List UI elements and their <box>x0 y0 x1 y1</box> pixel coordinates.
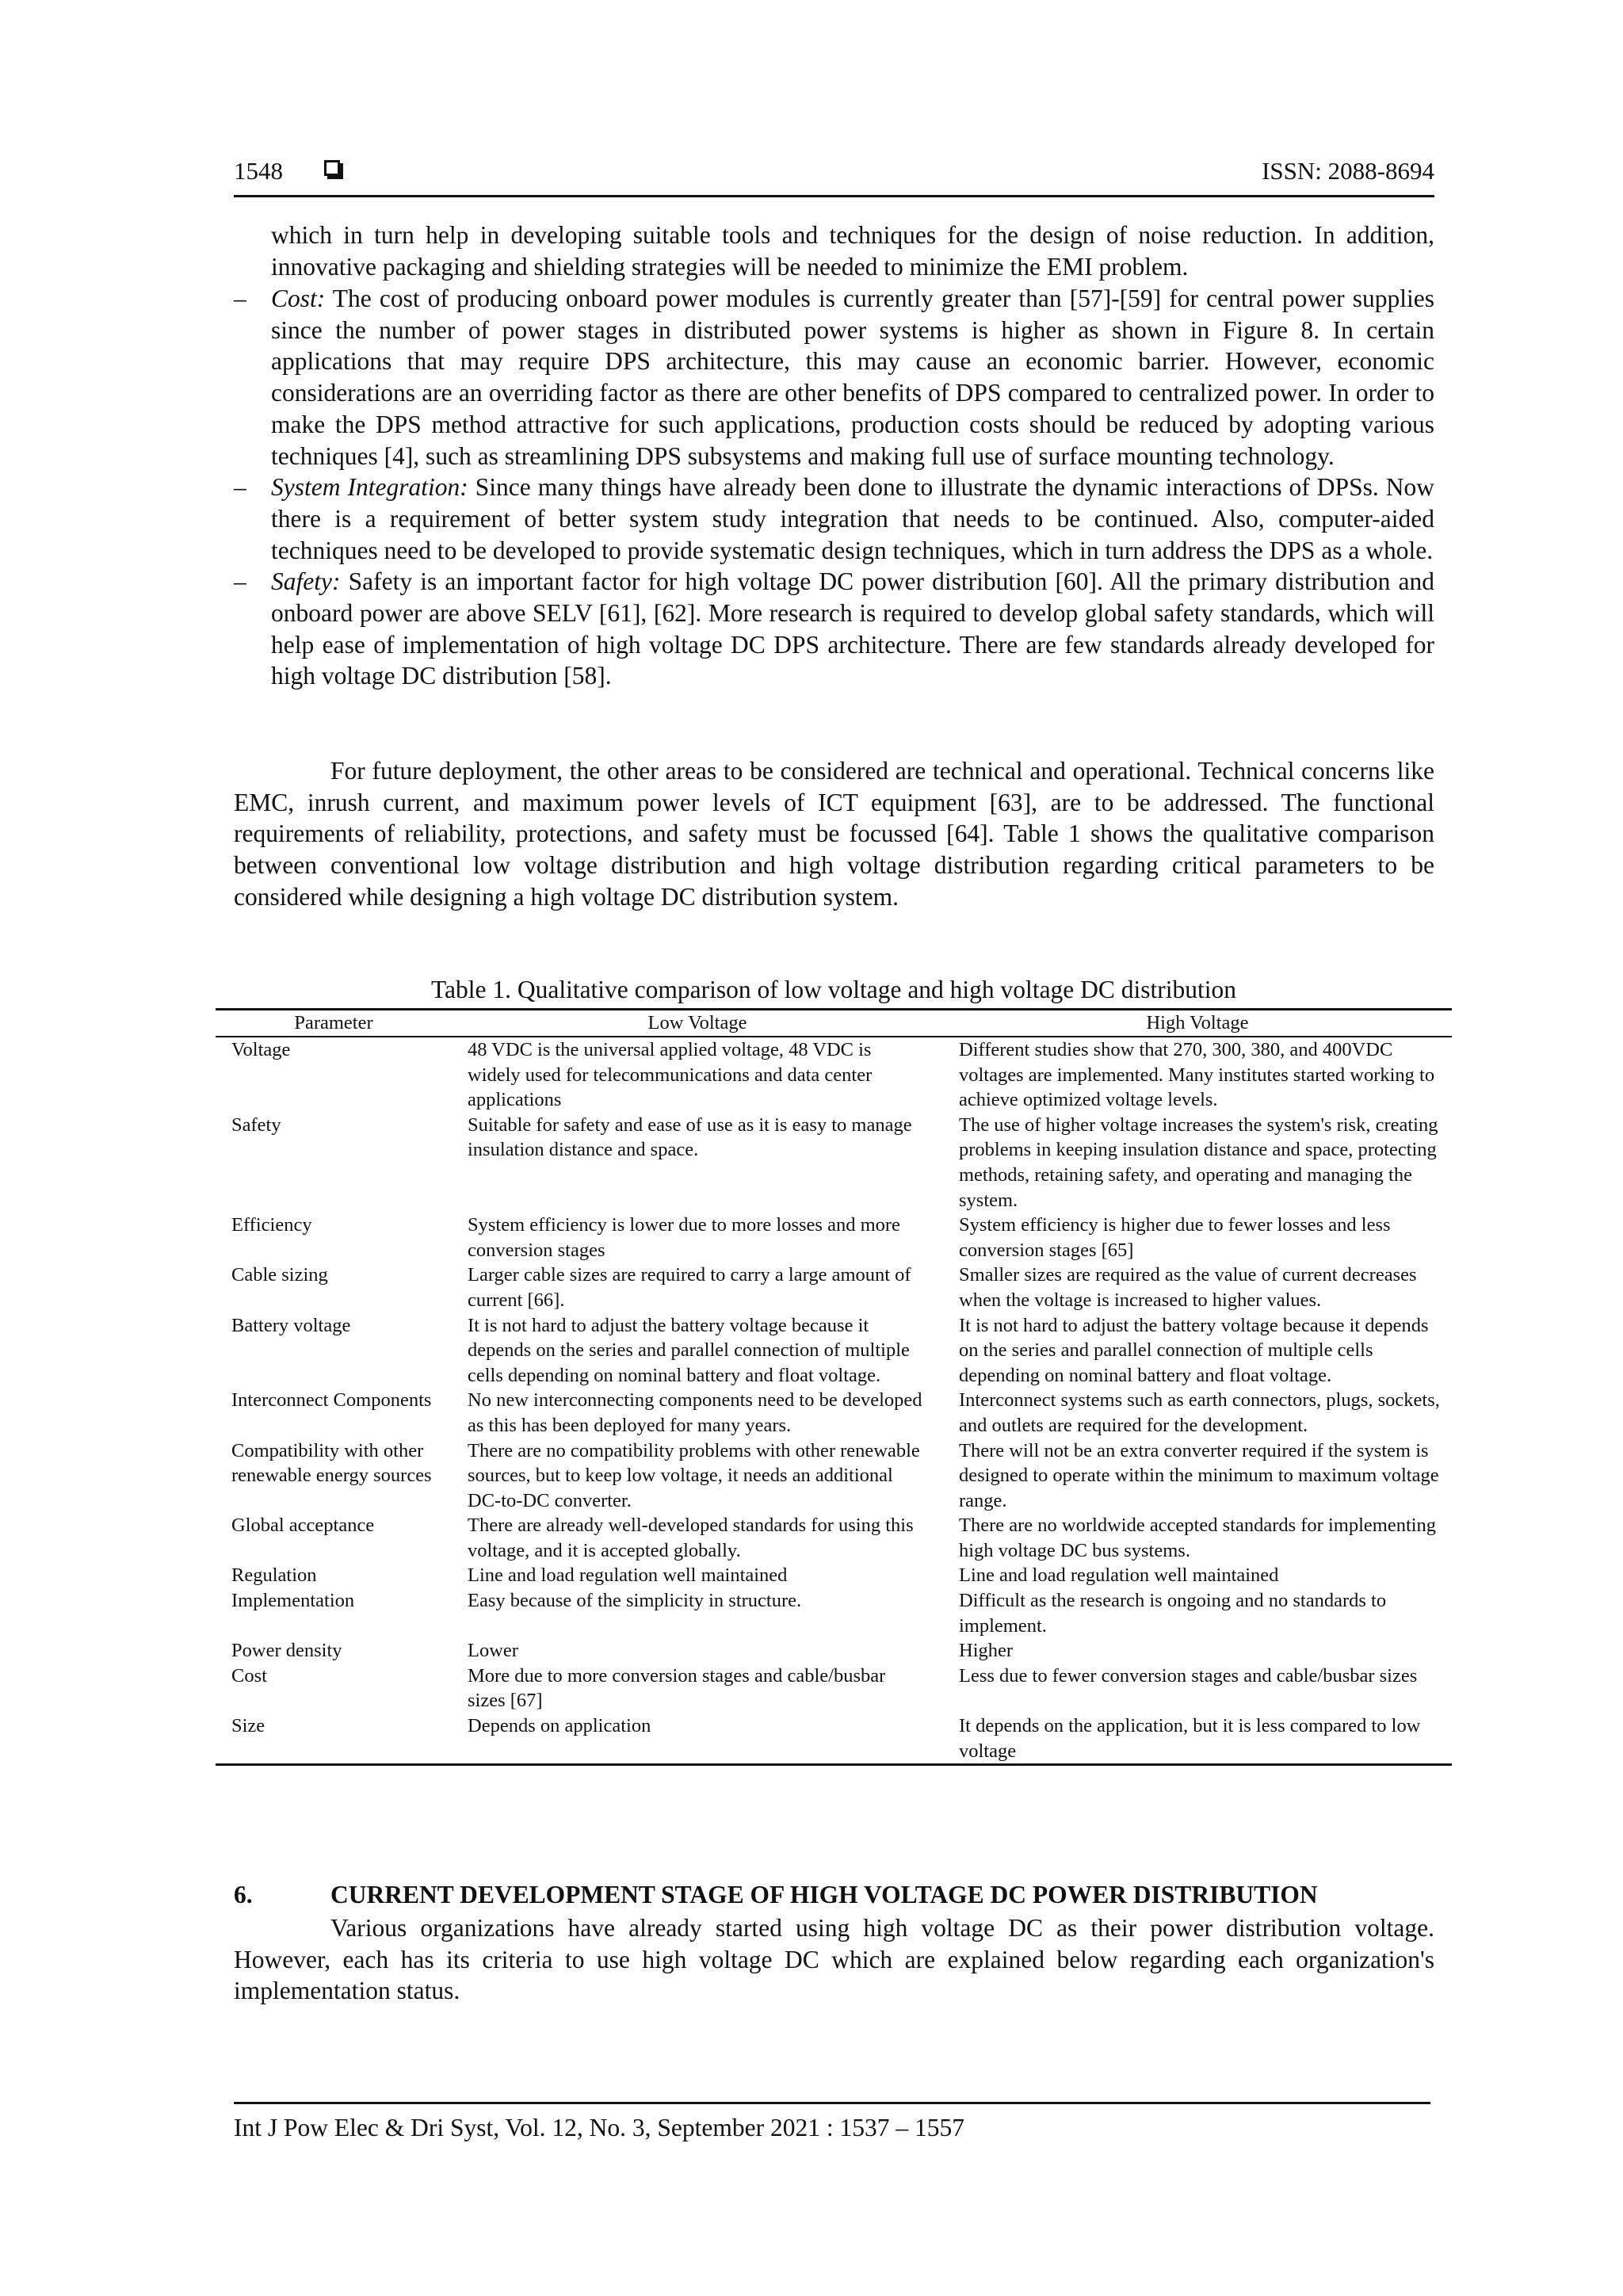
low-voltage-cell: Line and load regulation well maintained <box>468 1564 788 1587</box>
table-row <box>216 1563 1452 1588</box>
future-deployment-text: For future deployment, the other areas to be considered are technical and operational. Technical concerns like EMC, inrush current, and maximum power levels of ICT equipment [63], are to be addressed. The functional requirements of reliability, protections, and safety must be focussed [64]. Table 1 shows the qualitative comparison between conventional low voltage distribution and high voltage distribution regarding critical parameters to be considered while designing a high voltage DC distribution system. <box>234 757 1434 911</box>
low-voltage-cell: Larger cable sizes are required to carry a large amount of current [66]. <box>468 1264 911 1311</box>
bullet-item-cost <box>234 283 1434 472</box>
high-voltage-cell: The use of higher voltage increases the system's risk, creating problems in keeping insulation distance and space, protecting methods, retaining safety, and operating and managing the system. <box>959 1114 1438 1211</box>
parameter-cell: Power density <box>231 1640 342 1662</box>
square-bullet-icon <box>324 160 340 176</box>
bullet-text: Since many things have already been done to illustrate the dynamic interactions of DPSs. Now there is a requirement of better system study integration that needs to be continued. Also, computer-aided techniques need to be developed to provide systematic design techniques, which in turn address the DPS as a whole. <box>271 473 1435 564</box>
journal-citation: Int J Pow Elec & Dri Syst, Vol. 12, No. 3, September 2021 : 1537 – 1557 <box>234 2114 964 2141</box>
table-row <box>216 1713 1452 1765</box>
table-row <box>216 1438 1452 1514</box>
bullet-item-system-integration <box>234 472 1434 566</box>
column-header-high-voltage: High Voltage <box>943 1010 1452 1037</box>
column-header-low-voltage: Low Voltage <box>452 1010 943 1037</box>
low-voltage-cell: More due to more conversion stages and cable/busbar sizes [67] <box>468 1664 886 1712</box>
table-row <box>216 1113 1452 1213</box>
low-voltage-cell: No new interconnecting components need to be developed as this has been deployed for many years. <box>468 1389 922 1436</box>
high-voltage-cell: It depends on the application, but it is less compared to low voltage <box>943 1713 1452 1765</box>
low-voltage-cell: There are already well-developed standards for using this voltage, and it is accepted globally. <box>468 1515 914 1561</box>
low-voltage-cell: There are no compatibility problems with other renewable sources, but to keep low voltage, it needs an additional DC-to-DC converter. <box>468 1439 920 1511</box>
comparison-table <box>216 1008 1452 1766</box>
table-header-row <box>216 1010 1452 1037</box>
parameter-cell: Battery voltage <box>231 1314 351 1336</box>
high-voltage-cell: Higher <box>959 1640 1014 1662</box>
bullet-term: Cost: <box>271 285 326 312</box>
table-row <box>216 1513 1452 1563</box>
parameter-cell: Cost <box>231 1664 267 1687</box>
table-row <box>216 1638 1452 1664</box>
bullet-item-safety <box>234 566 1434 692</box>
low-voltage-cell: System efficiency is lower due to more losses and more conversion stages <box>468 1214 900 1261</box>
table-row <box>216 1213 1452 1263</box>
continuation-text: which in turn help in developing suitable tools and techniques for the design of noise reduction. In addition, innovative packaging and shielding strategies will be needed to minimize the EMI problem. <box>271 221 1434 281</box>
table-caption: Table 1. Qualitative comparison of low voltage and high voltage DC distribution <box>430 976 1237 1003</box>
parameter-cell: Global acceptance <box>231 1515 375 1537</box>
table-row <box>216 1588 1452 1638</box>
table-row <box>216 1263 1452 1312</box>
dash-bullet-icon: – <box>234 567 246 596</box>
low-voltage-cell: Lower <box>468 1640 518 1662</box>
low-voltage-cell: Depends on application <box>452 1713 943 1765</box>
low-voltage-cell: Easy because of the simplicity in structure. <box>468 1590 802 1612</box>
parameter-cell: Voltage <box>231 1039 291 1060</box>
parameter-cell: Cable sizing <box>231 1264 328 1286</box>
parameter-cell: Efficiency <box>231 1214 312 1236</box>
future-deployment-paragraph <box>234 755 1434 913</box>
high-voltage-cell: Line and load regulation well maintained <box>959 1564 1279 1587</box>
low-voltage-cell: Suitable for safety and ease of use as it is easy to manage insulation distance and space. <box>468 1114 912 1161</box>
table-row <box>216 1664 1452 1713</box>
high-voltage-cell: There will not be an extra converter required if the system is designed to operate within the minimum to maximum voltage range. <box>959 1439 1439 1511</box>
bullet-term: System Integration: <box>271 473 468 502</box>
bullet-list <box>234 283 1434 692</box>
high-voltage-cell: Interconnect systems such as earth connectors, plugs, sockets, and outlets are required for the development. <box>959 1389 1440 1436</box>
parameter-cell: Interconnect Components <box>231 1389 432 1412</box>
high-voltage-cell: Smaller sizes are required as the value of current decreases when the voltage is increased to higher values. <box>959 1264 1417 1311</box>
page-footer <box>234 2102 1430 2142</box>
high-voltage-cell: There are no worldwide accepted standards for implementing high voltage DC bus systems. <box>959 1515 1437 1561</box>
high-voltage-cell: System efficiency is higher due to fewer losses and less conversion stages [65] <box>959 1214 1391 1261</box>
high-voltage-cell: It is not hard to adjust the battery voltage because it depends on the series and parallel connection of multiple cells depending on nominal battery and float voltage. <box>959 1314 1429 1386</box>
parameter-cell: Regulation <box>231 1564 317 1587</box>
issn: ISSN: 2088-8694 <box>1262 157 1434 185</box>
bullet-text: Safety is an important factor for high voltage DC power distribution [60]. All the primary distribution and onboard power are above SELV [61], [62]. More research is required to develop global safety standards, which will help ease of implementation of high voltage DC DPS architecture. There are few standards already developed for high voltage DC distribution [58]. <box>271 567 1434 690</box>
section-paragraph <box>234 1912 1434 2007</box>
bullet-term: Safety: <box>271 567 341 596</box>
dash-bullet-icon: – <box>234 473 246 502</box>
parameter-cell: Compatibility with other renewable energy sources <box>231 1439 432 1487</box>
high-voltage-cell: Different studies show that 270, 300, 380, and 400VDC voltages are implemented. Many institutes started working to achieve optimized voltage levels. <box>959 1039 1435 1111</box>
continuation-paragraph <box>271 220 1434 282</box>
section-number: 6. <box>234 1881 253 1908</box>
column-header-parameter: Parameter <box>216 1010 452 1037</box>
high-voltage-cell: Less due to fewer conversion stages and cable/busbar sizes <box>959 1664 1418 1687</box>
table-row <box>216 1388 1452 1438</box>
table-row <box>216 1313 1452 1389</box>
parameter-cell: Implementation <box>231 1590 355 1612</box>
section-title: CURRENT DEVELOPMENT STAGE OF HIGH VOLTAGE DC POWER DISTRIBUTION <box>330 1881 1318 1908</box>
low-voltage-cell: 48 VDC is the universal applied voltage, 48 VDC is widely used for telecommunications and data center applications <box>468 1039 873 1111</box>
parameter-cell: Safety <box>231 1114 281 1136</box>
bullet-text: The cost of producing onboard power modules is currently greater than [57]-[59] for central power supplies since the number of power stages in distributed power systems is higher as shown in Figure 8. In certain applications that may require DPS architecture, this may cause an economic barrier. However, economic considerations are an overriding factor as there are other benefits of DPS compared to centralized power. In order to make the DPS method attractive for such applications, production costs should be reduced by adopting various techniques [4], such as streamlining DPS subsystems and making full use of surface mounting technology. <box>271 285 1434 470</box>
section-heading <box>234 1881 1318 1909</box>
page-header <box>234 155 1434 197</box>
high-voltage-cell: Difficult as the research is ongoing and no standards to implement. <box>959 1590 1387 1637</box>
page-number: 1548 <box>234 157 283 185</box>
parameter-cell: Size <box>216 1713 452 1765</box>
dash-bullet-icon: – <box>234 285 246 312</box>
table-row <box>216 1037 1452 1113</box>
section-paragraph-text: Various organizations have already started using high voltage DC as their power distribution voltage. However, each has its criteria to use high voltage DC which are explained below regarding each organization's implementation status. <box>234 1914 1434 2005</box>
low-voltage-cell: It is not hard to adjust the battery voltage because it depends on the series and parallel connection of multiple cells depending on nominal battery and float voltage. <box>468 1314 910 1386</box>
